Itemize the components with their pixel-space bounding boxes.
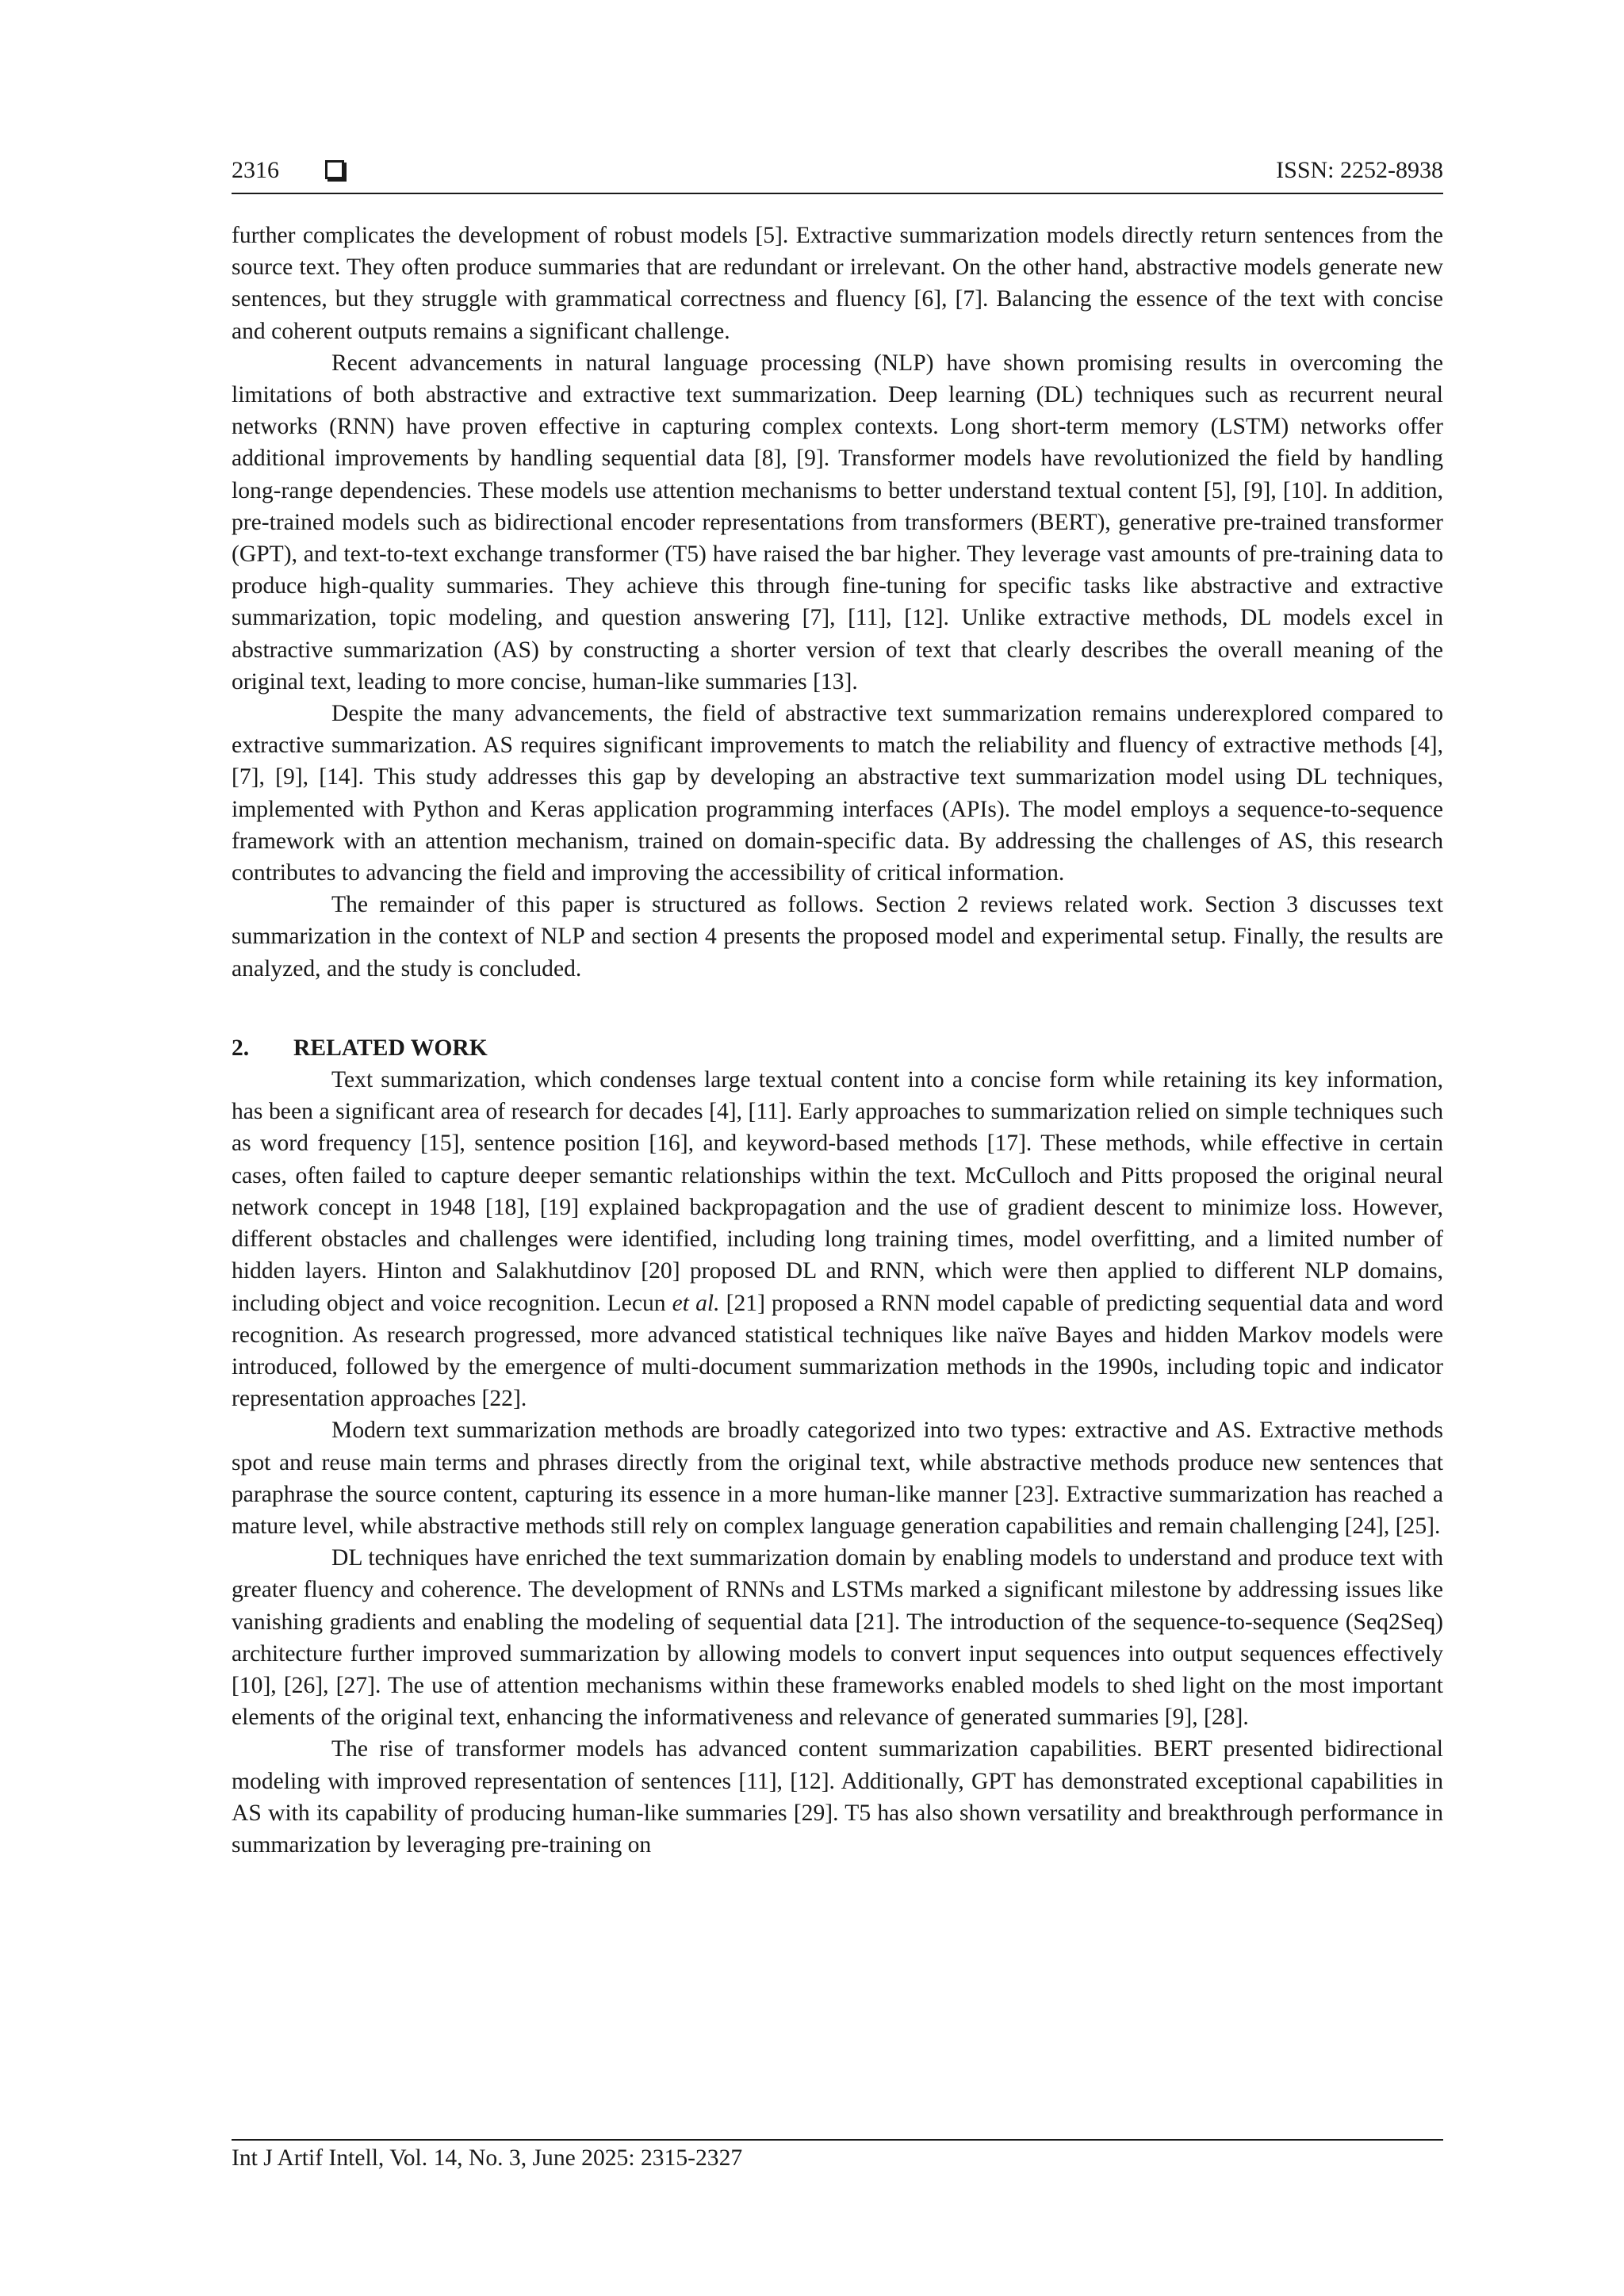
paragraph: Recent advancements in natural language processing (NLP) have shown promising results in overcoming the limitations of both abstractive and extractive text summarization. Deep learning (DL) techniques such as recurrent neural networks (RNN) have proven effective in capturing complex contexts. Long short-term memory (LSTM) networks offer additional improvements by handling sequential data [8], [9]. Transformer models have revolutionized the field by handling long-range dependencies. These models use attention mechanisms to better understand textual content [5], [9], [10]. In addition, pre-trained models such as bidirectional encoder representations from transformers (BERT), generative pre-trained transformer (GPT), and text-to-text exchange transformer (T5) have raised the bar higher. They leverage vast amounts of pre-training data to produce high-quality summaries. They achieve this through fine-tuning for specific tasks like abstractive and extractive summarization, topic modeling, and question answering [7], [11], [12]. Unlike extractive methods, DL models excel in abstractive summarization (AS) by constructing a shorter version of text that clearly describes the overall meaning of the original text, leading to more concise, human-like summaries [13]. bbox=[232, 350, 1443, 695]
paragraph: The remainder of this paper is structured as follows. Section 2 reviews related work. Section 3 discusses text summarization in the context of NLP and section 4 presents the proposed model and experimental setup. Finally, the results are analyzed, and the study is concluded. bbox=[232, 892, 1443, 982]
section-number: 2. bbox=[232, 1035, 250, 1061]
issn-label: ISSN: 2252-8938 bbox=[1276, 157, 1443, 183]
checkbox-square-icon bbox=[325, 160, 344, 179]
paragraph: Despite the many advancements, the field of abstractive text summarization remains underexplored compared to extractive summarization. AS requires significant improvements to match the reliability and fluency of extractive methods [4], [7], [9], [14]. This study addresses this gap by developing an abstractive text summarization model using DL techniques, implemented with Python and Keras application programming interfaces (APIs). The model employs a sequence-to-sequence framework with an attention mechanism, trained on domain-specific data. By addressing the challenges of AS, this research contributes to advancing the field and improving the accessibility of critical information. bbox=[232, 701, 1443, 886]
footer-rule bbox=[232, 2139, 1443, 2141]
main-text bbox=[232, 220, 1443, 1861]
page-number: 2316 bbox=[232, 157, 279, 183]
section-heading bbox=[232, 1032, 1443, 1064]
paragraph: Text summarization, which condenses large textual content into a concise form while retaining its key information, has been a significant area of research for decades [4], [11]. Early approaches to summarization relied on simple techniques such as word frequency [15], sentence position [16], and keyword-based methods [17]. These methods, while effective in certain cases, often failed to capture deeper semantic relationships within the text. McCulloch and Pitts proposed the original neural network concept in 1948 [18], [19] explained backpropagation and the use of gradient descent to minimize loss. However, different obstacles and challenges were identified, including long training times, model overfitting, and a limited number of hidden layers. Hinton and Salakhutdinov [20] proposed DL and RNN, which were then applied to different NLP domains, including object and voice recognition. Lecun et al. [21] proposed a RNN model capable of predicting sequential data and word recognition. As research progressed, more advanced statistical techniques like naïve Bayes and hidden Markov models were introduced, followed by the emergence of multi-document summarization methods in the 1990s, including topic and indicator representation approaches [22]. bbox=[232, 1067, 1443, 1412]
paragraph: The rise of transformer models has advanced content summarization capabilities. BERT presented bidirectional modeling with improved representation of sentences [11], [12]. Additionally, GPT has demonstrated exceptional capabilities in AS with its capability of producing human-like summaries [29]. T5 has also shown versatility and breakthrough performance in summarization by leveraging pre-training on bbox=[232, 1736, 1443, 1858]
italic-text: et al. bbox=[672, 1290, 720, 1316]
section-title: RELATED WORK bbox=[293, 1035, 488, 1061]
header-rule bbox=[232, 193, 1443, 194]
paragraph: DL techniques have enriched the text summarization domain by enabling models to understand and produce text with greater fluency and coherence. The development of RNNs and LSTMs marked a significant milestone by addressing issues like vanishing gradients and enabling the modeling of sequential data [21]. The introduction of the sequence-to-sequence (Seq2Seq) architecture further improved summarization by allowing models to convert input sequences into output sequences effectively [10], [26], [27]. The use of attention mechanisms within these frameworks enabled models to shed light on the most important elements of the original text, enhancing the informativeness and relevance of generated summaries [9], [28]. bbox=[232, 1545, 1443, 1731]
page-header bbox=[232, 151, 1443, 190]
paragraph: Modern text summarization methods are broadly categorized into two types: extractive and AS. Extractive methods spot and reuse main terms and phrases directly from the original text, while abstractive methods produce new sentences that paraphrase the source content, capturing its essence in a more human-like manner [23]. Extractive summarization has reached a mature level, while abstractive methods still rely on complex language generation capabilities and remain challenging [24], [25]. bbox=[232, 1418, 1443, 1539]
page-footer: Int J Artif Intell, Vol. 14, No. 3, June 2025: 2315-2327 bbox=[232, 2145, 743, 2171]
paragraph: further complicates the development of robust models [5]. Extractive summarization models directly return sentences from the source text. They often produce summaries that are redundant or irrelevant. On the other hand, abstractive models generate new sentences, but they struggle with grammatical correctness and fluency [6], [7]. Balancing the essence of the text with concise and coherent outputs remains a significant challenge. bbox=[232, 223, 1443, 344]
